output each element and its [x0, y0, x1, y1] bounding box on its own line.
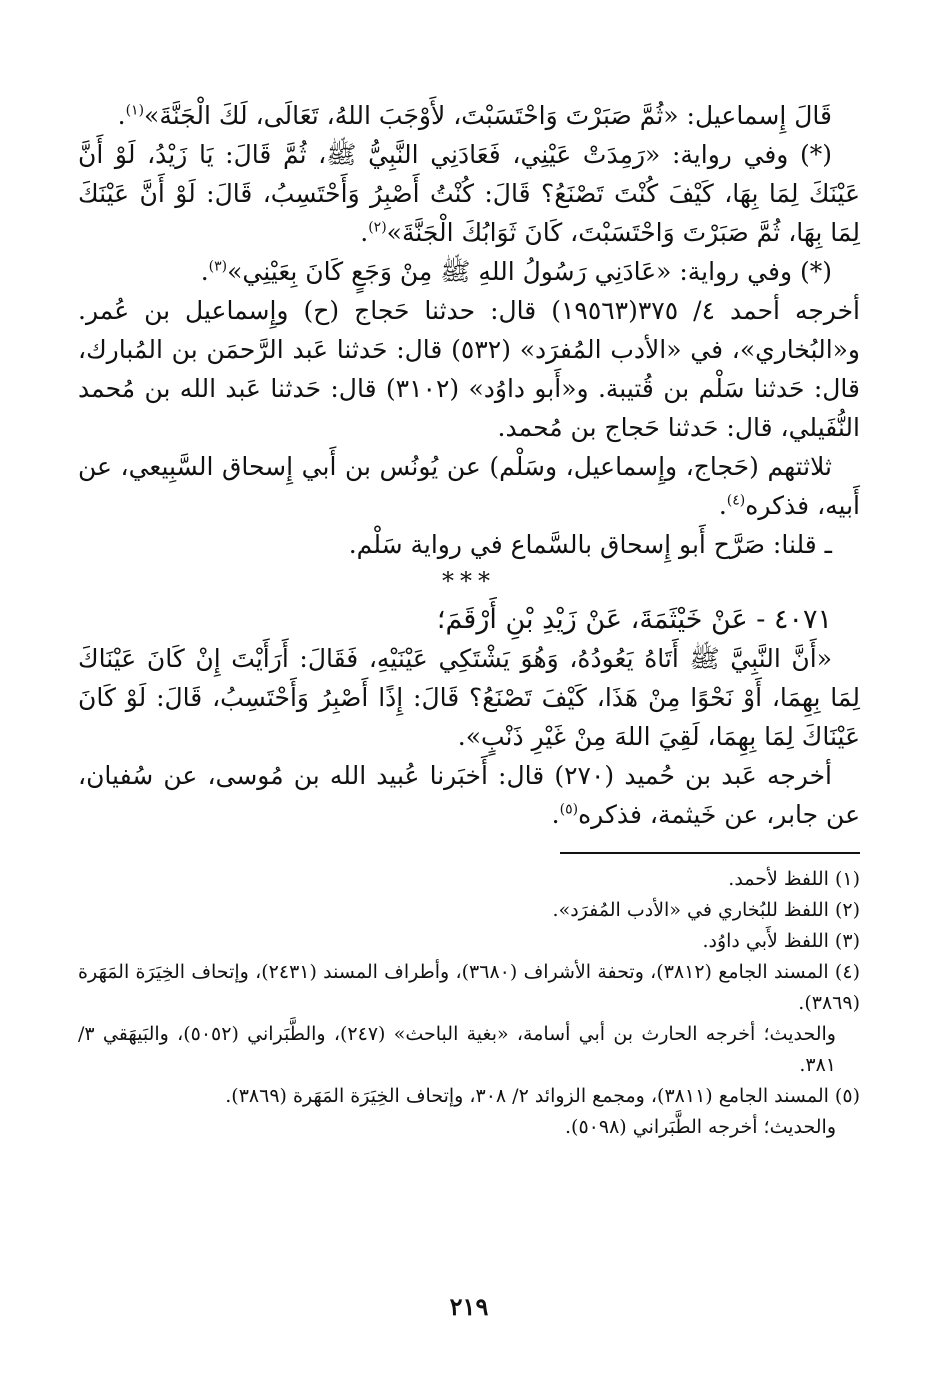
footnote-5: (٥) المسند الجامع (٣٨١١)، ومجمع الزوائد ٢/ ٣٠٨، وإتحاف الخِيَرَة المَهَرة (٣٨٦٩). [225, 1085, 860, 1107]
main-text [78, 96, 860, 834]
takhrij-2-end: . [718, 491, 727, 520]
page-number: ٢١٩ [449, 1292, 489, 1321]
ismail-end: . [117, 101, 126, 130]
riwaya-1-end: . [360, 218, 369, 247]
takhrij-3-end: . [551, 800, 560, 829]
takhrij-paragraph-3 [78, 756, 860, 834]
footnote-5-continuation: والحديث؛ أخرجه الطَّبَراني (٥٠٩٨). [565, 1116, 836, 1138]
footnote-1: (١) اللفظ لأحمد. [728, 868, 860, 890]
riwaya-paragraph-2 [78, 252, 860, 291]
hadith-text: «أَنَّ النَّبِيَّ ﷺ أَتَاهُ يَعُودُهُ، وَهُوَ يَشْتَكِي عَيْنَيْهِ، فَقَالَ: أَرَأَيْتَ إِنْ كَانَ عَيْنَاكَ لِمَا بِهِمَا، أَوْ نَحْوًا مِنْ هَذَا، كَيْفَ تَصْنَعُ؟ قَالَ: إِذًا أَصْبِرُ وَأَحْتَسِبُ، قَالَ: لَوْ كَانَ عَيْنَاكَ لِمَا بِهِمَا، لَقِيَ اللهَ مِنْ غَيْرِ ذَنْبٍ». [78, 644, 860, 751]
riwaya-2-text: (*) وفي رواية: «عَادَنِي رَسُولُ اللهِ ﷺ مِنْ وَجَعٍ كَانَ بِعَيْنِي» [227, 257, 832, 286]
footnotes-section [78, 864, 860, 1143]
hadith-heading: ٤٠٧١ - عَنْ خَيْثَمَةَ، عَنْ زَيْدِ بْنِ أَرْقَمَ؛ [436, 604, 832, 635]
takhrij-2-text: ثلاثتهم (حَجاج، وإِسماعيل، وسَلْم) عن يُونُس بن أَبي إِسحاق السَّبِيعي، عن أَبيه، فذكره [78, 452, 860, 520]
footnote-4-continuation: والحديث؛ أخرجه الحارث بن أبي أسامة، «بغية الباحث» (٢٤٧)، والطَّبَراني (٥٠٥٢)، والبَيهَقي ٣/ ٣٨١. [78, 1023, 836, 1076]
riwaya-paragraph-1 [78, 135, 860, 252]
footnote-divider [560, 852, 860, 854]
footnote-ref-4[interactable]: (٤) [726, 492, 746, 509]
footnote-ref-1[interactable]: (١) [125, 102, 145, 119]
ismail-text: قَالَ إِسماعيل: «ثُمَّ صَبَرْتَ وَاحْتَسَبْتَ، لأَوْجَبَ اللهُ، تَعَالَى، لَكَ الْجَنَّةَ» [144, 101, 832, 130]
footnote-ref-2[interactable]: (٢) [368, 219, 387, 236]
text-line-ismail [78, 96, 860, 135]
riwaya-1-text: (*) وفي رواية: «رَمِدَتْ عَيْنِي، فَعَادَنِي النَّبِيُّ ﷺ، ثُمَّ قَالَ: يَا زَيْدُ، لَوْ أَنَّ عَيْنَكَ لِمَا بِهَا، كَيْفَ كُنْتَ تَصْنَعُ؟ قَالَ: كُنْتُ أَصْبِرُ وَأَحْتَسِبُ، قَالَ: لَوْ أَنَّ عَيْنَكَ لِمَا بِهَا، ثُمَّ صَبَرْتَ وَاحْتَسَبْتَ، كَانَ ثَوَابُكَ الْجَنَّةَ» [78, 140, 860, 247]
footnote-4: (٤) المسند الجامع (٣٨١٢)، وتحفة الأشراف (٣٦٨٠)، وأطراف المسند (٢٤٣١)، وإتحاف الخِيَرَة المَهَرة (٣٨٦٩). [78, 961, 860, 1014]
footnote-2: (٢) اللفظ للبُخاري في «الأدب المُفرَد». [552, 899, 860, 921]
takhrij-paragraph-2 [78, 447, 860, 525]
footnote-3: (٣) اللفظ لأَبي داوُد. [702, 930, 860, 952]
footnote-ref-5[interactable]: (٥) [559, 801, 579, 818]
section-separator-stars: *** [442, 567, 496, 595]
takhrij-paragraph-1: أخرجه أحمد ٤/ ٣٧٥(١٩٥٦٣) قال: حدثنا حَجاج (ح) وإِسماعيل بن عُمر. و«البُخاري»، في «الأدب المُفرَد» (٥٣٢) قال: حَدثنا عَبد الرَّحمَن بن المُبارك، قال: حَدثنا سَلْم بن قُتيبة. و«أَبو داوُد» (٣١٠٢) قال: حَدثنا عَبد الله بن مُحمد النُّفَيلي، قال: حَدثنا حَجاج بن مُحمد. [78, 296, 861, 442]
qulna-note: ـ قلنا: صَرَّح أَبو إِسحاق بالسَّماع في رواية سَلْم. [348, 530, 832, 559]
footnote-ref-3[interactable]: (٣) [208, 258, 228, 275]
riwaya-2-end: . [200, 257, 209, 286]
takhrij-3-text: أخرجه عَبد بن حُميد (٢٧٠) قال: أَخبَرنا عُبيد الله بن مُوسى، عن سُفيان، عن جابر، عن خَيثمة، فذكره [78, 761, 860, 829]
